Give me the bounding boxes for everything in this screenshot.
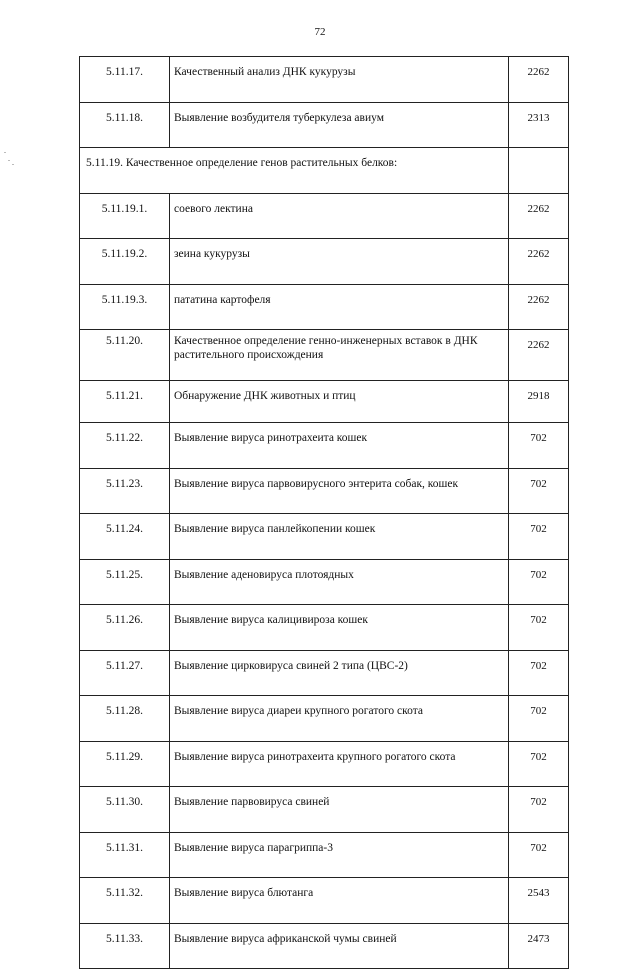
price-cell: 2262	[509, 330, 569, 381]
service-name-cell: Качественное определение генно-инженерных вставок в ДНК растительного происхождения	[170, 330, 509, 381]
code-cell: 5.11.24.	[80, 514, 170, 560]
price-cell: 2918	[509, 381, 569, 423]
price-table	[79, 56, 569, 969]
table-row	[80, 148, 569, 194]
service-name-cell: Выявление вируса ринотрахеита крупного рогатого скота	[170, 741, 509, 787]
service-name-cell: Выявление вируса блютанга	[170, 878, 509, 924]
table-row	[80, 57, 569, 103]
code-cell: 5.11.21.	[80, 381, 170, 423]
price-cell: 2313	[509, 102, 569, 148]
service-name-cell: Качественный анализ ДНК кукурузы	[170, 57, 509, 103]
service-name-cell: Выявление аденовируса плотоядных	[170, 559, 509, 605]
table-row	[80, 650, 569, 696]
code-cell: 5.11.17.	[80, 57, 170, 103]
table-row	[80, 696, 569, 742]
page-number: 72	[314, 26, 326, 38]
code-cell: 5.11.19.1.	[80, 193, 170, 239]
price-cell: 2262	[509, 57, 569, 103]
price-cell: 702	[509, 650, 569, 696]
service-name-cell: Выявление вируса африканской чумы свиней	[170, 923, 509, 969]
table-row	[80, 468, 569, 514]
code-cell: 5.11.31.	[80, 832, 170, 878]
price-cell: 2262	[509, 193, 569, 239]
code-cell: 5.11.25.	[80, 559, 170, 605]
price-cell: 702	[509, 832, 569, 878]
code-cell: 5.11.28.	[80, 696, 170, 742]
price-cell: 702	[509, 468, 569, 514]
table-row	[80, 741, 569, 787]
table-row	[80, 559, 569, 605]
service-name-cell: Выявление парвовируса свиней	[170, 787, 509, 833]
price-cell: 702	[509, 787, 569, 833]
code-cell: 5.11.33.	[80, 923, 170, 969]
price-cell: 702	[509, 514, 569, 560]
price-cell: 702	[509, 559, 569, 605]
table-row	[80, 330, 569, 381]
price-cell: 702	[509, 696, 569, 742]
table-row	[80, 923, 569, 969]
scan-marks	[0, 150, 20, 170]
service-name-cell: соевого лектина	[170, 193, 509, 239]
table-row	[80, 193, 569, 239]
table-row	[80, 239, 569, 285]
code-cell: 5.11.27.	[80, 650, 170, 696]
code-cell: 5.11.23.	[80, 468, 170, 514]
table-row	[80, 878, 569, 924]
table-row	[80, 284, 569, 330]
table-row	[80, 514, 569, 560]
table-row	[80, 787, 569, 833]
service-name-cell: Выявление вируса калицивироза кошек	[170, 605, 509, 651]
price-table-body	[80, 57, 569, 969]
table-row	[80, 832, 569, 878]
group-heading-cell: 5.11.19. Качественное определение генов растительных белков:	[80, 148, 509, 194]
service-name-cell: зеина кукурузы	[170, 239, 509, 285]
code-cell: 5.11.30.	[80, 787, 170, 833]
service-name-cell: Выявление вируса ринотрахеита кошек	[170, 423, 509, 469]
price-cell	[509, 148, 569, 194]
code-cell: 5.11.22.	[80, 423, 170, 469]
service-name-cell: Выявление вируса парагриппа-3	[170, 832, 509, 878]
service-name-cell: Выявление вируса парвовирусного энтерита собак, кошек	[170, 468, 509, 514]
price-cell: 2262	[509, 284, 569, 330]
code-cell: 5.11.19.3.	[80, 284, 170, 330]
price-cell: 702	[509, 741, 569, 787]
service-name-cell: Выявление вируса диареи крупного рогатого скота	[170, 696, 509, 742]
service-name-cell: Выявление вируса панлейкопении кошек	[170, 514, 509, 560]
code-cell: 5.11.20.	[80, 330, 170, 381]
price-cell: 2473	[509, 923, 569, 969]
code-cell: 5.11.19.2.	[80, 239, 170, 285]
service-name-cell: Обнаружение ДНК животных и птиц	[170, 381, 509, 423]
code-cell: 5.11.26.	[80, 605, 170, 651]
service-name-cell: пататина картофеля	[170, 284, 509, 330]
table-row	[80, 381, 569, 423]
price-cell: 702	[509, 423, 569, 469]
code-cell: 5.11.32.	[80, 878, 170, 924]
price-cell: 702	[509, 605, 569, 651]
code-cell: 5.11.18.	[80, 102, 170, 148]
service-name-cell: Выявление цирковируса свиней 2 типа (ЦВС-2)	[170, 650, 509, 696]
price-cell: 2262	[509, 239, 569, 285]
service-name-cell: Выявление возбудителя туберкулеза авиум	[170, 102, 509, 148]
code-cell: 5.11.29.	[80, 741, 170, 787]
price-cell: 2543	[509, 878, 569, 924]
table-row	[80, 605, 569, 651]
table-row	[80, 423, 569, 469]
table-row	[80, 102, 569, 148]
